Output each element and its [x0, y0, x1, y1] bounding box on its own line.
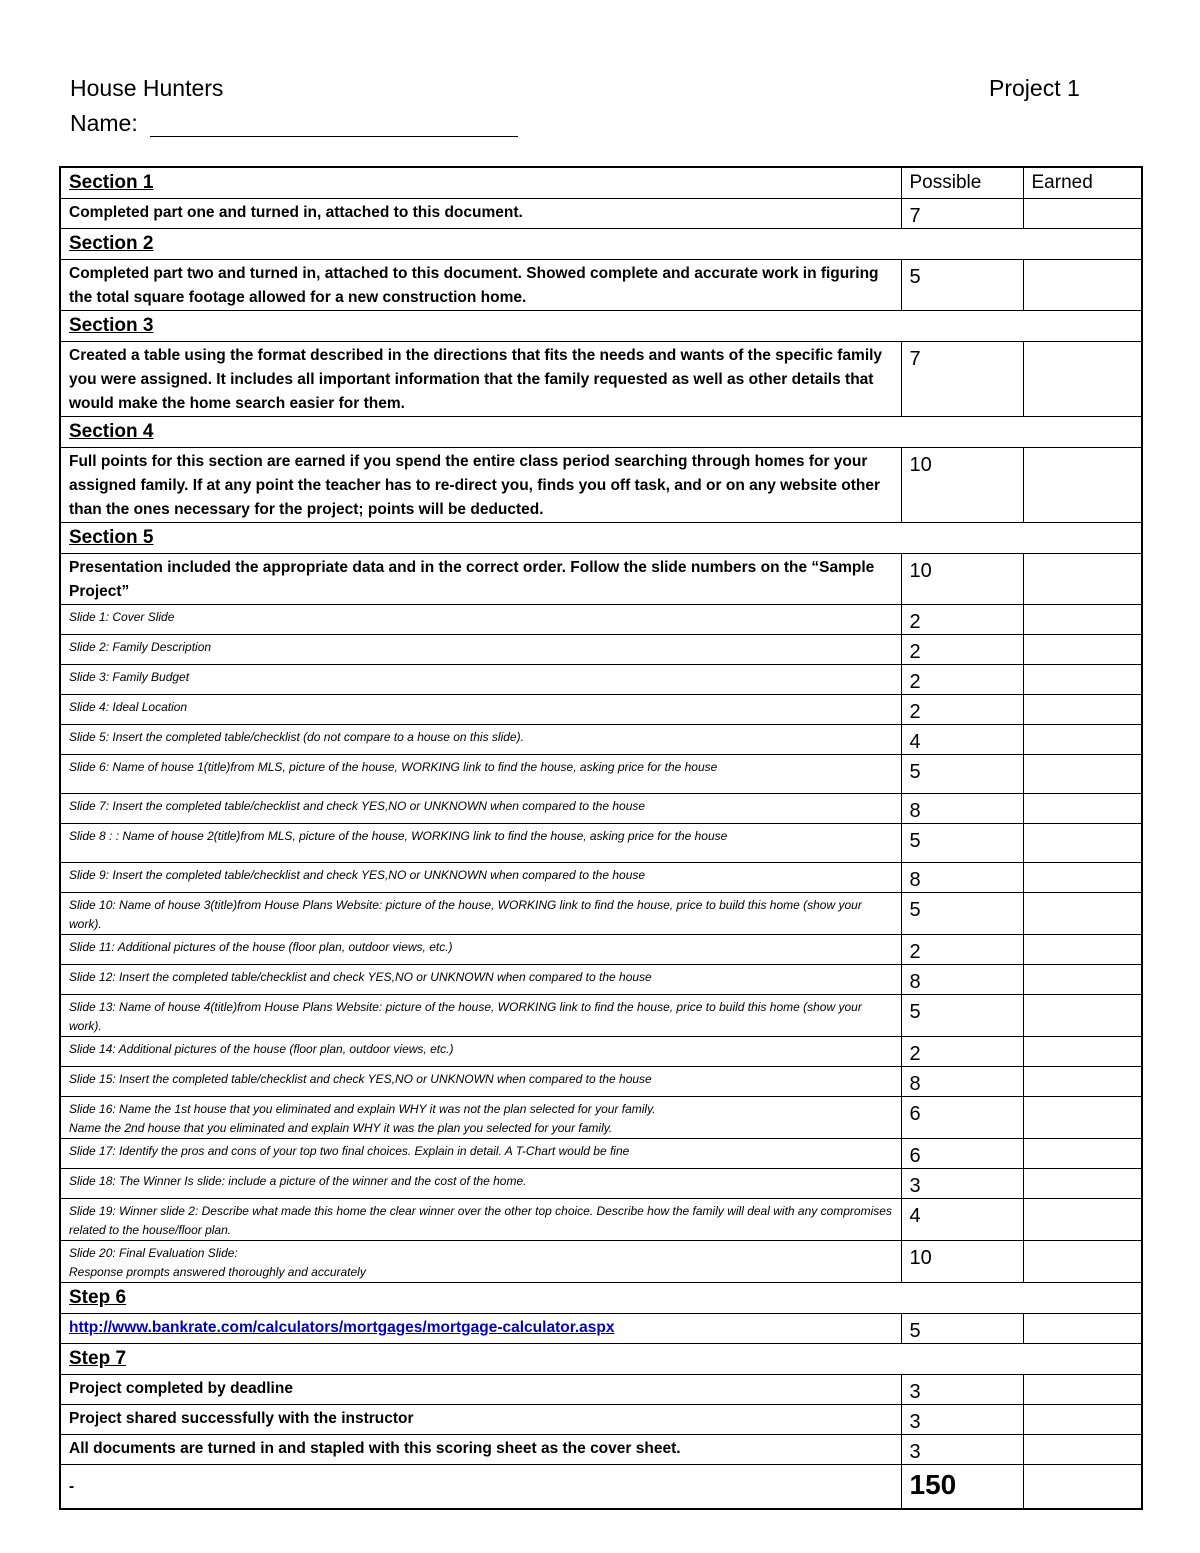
earned-cell[interactable]	[1023, 1241, 1142, 1283]
slide-criterion-cell	[60, 1067, 901, 1097]
slide-row	[60, 863, 1142, 893]
table-row	[60, 1375, 1142, 1405]
step-7-header-row	[60, 1344, 1142, 1375]
project-label: Project 1	[989, 75, 1080, 101]
section-3-heading: Section 3	[60, 311, 1142, 342]
possible-points: 6	[901, 1097, 1023, 1139]
possible-points: 5	[901, 995, 1023, 1037]
earned-cell[interactable]	[1023, 1435, 1142, 1465]
earned-cell[interactable]	[1023, 1199, 1142, 1241]
possible-points: 5	[901, 1314, 1023, 1344]
slide-criterion-cell	[60, 965, 901, 995]
slide-row	[60, 935, 1142, 965]
earned-cell[interactable]	[1023, 665, 1142, 695]
possible-points: 5	[901, 755, 1023, 794]
slide-criterion-text-2: Name the 2nd house that you eliminated and explain WHY it was the plan you selected for your family.	[69, 1121, 613, 1135]
slide-row	[60, 1037, 1142, 1067]
possible-points: 3	[901, 1435, 1023, 1465]
possible-points: 8	[901, 794, 1023, 824]
slide-row	[60, 1067, 1142, 1097]
slide-criterion-cell	[60, 665, 901, 695]
total-label: -	[60, 1465, 901, 1509]
slide-criterion-cell	[60, 635, 901, 665]
criterion-text: Created a table using the format described in the directions that fits the needs and wants of the specific family you were assigned. It includes all important information that the family requested as well as other details that would make the home search easier for them.	[60, 342, 901, 417]
slide-criterion-text: Slide 17: Identify the pros and cons of your top two final choices. Explain in detail. A T-Chart would be fine	[69, 1144, 630, 1158]
slide-criterion-text: Slide 7: Insert the completed table/checklist and check YES,NO or UNKNOWN when compared to the house	[69, 799, 646, 813]
possible-column-header: Possible	[901, 167, 1023, 199]
slide-row	[60, 695, 1142, 725]
slide-row	[60, 665, 1142, 695]
section-2-header-row	[60, 229, 1142, 260]
earned-cell[interactable]	[1023, 1139, 1142, 1169]
slide-criterion-text: Slide 11: Additional pictures of the house (floor plan, outdoor views, etc.)	[69, 940, 453, 954]
table-row	[60, 1314, 1142, 1344]
earned-cell[interactable]	[1023, 1169, 1142, 1199]
earned-cell[interactable]	[1023, 260, 1142, 311]
slide-row	[60, 965, 1142, 995]
possible-points: 10	[901, 554, 1023, 605]
earned-cell[interactable]	[1023, 1375, 1142, 1405]
slide-criterion-cell	[60, 893, 901, 935]
criterion-text: Project shared successfully with the instructor	[60, 1405, 901, 1435]
table-row	[60, 260, 1142, 311]
possible-points: 2	[901, 665, 1023, 695]
earned-cell[interactable]	[1023, 605, 1142, 635]
table-row	[60, 448, 1142, 523]
possible-points: 10	[901, 448, 1023, 523]
slide-criterion-text: Slide 18: The Winner Is slide: include a picture of the winner and the cost of the home.	[69, 1174, 527, 1188]
criterion-text: Completed part two and turned in, attached to this document. Showed complete and accurate work in figuring the total square footage allowed for a new construction home.	[60, 260, 901, 311]
earned-cell[interactable]	[1023, 995, 1142, 1037]
earned-cell[interactable]	[1023, 755, 1142, 794]
slide-criterion-text: Slide 1: Cover Slide	[69, 610, 175, 624]
slide-criterion-text: Slide 9: Insert the completed table/checklist and check YES,NO or UNKNOWN when compared to the house	[69, 868, 646, 882]
total-possible-points: 150	[901, 1465, 1023, 1509]
total-row	[60, 1465, 1142, 1509]
earned-cell[interactable]	[1023, 863, 1142, 893]
slide-criterion-text: Slide 19: Winner slide 2: Describe what made this home the clear winner over the other top choice. Describe how the family will deal with any compromises related to the house/floor plan.	[69, 1204, 892, 1237]
possible-points: 5	[901, 893, 1023, 935]
slide-criterion-cell	[60, 755, 901, 794]
slide-row	[60, 824, 1142, 863]
slide-criterion-cell	[60, 725, 901, 755]
section-4-heading: Section 4	[60, 417, 1142, 448]
scoring-table	[59, 166, 1143, 1510]
possible-points: 2	[901, 635, 1023, 665]
slide-row	[60, 794, 1142, 824]
earned-cell[interactable]	[1023, 1405, 1142, 1435]
earned-cell[interactable]	[1023, 1097, 1142, 1139]
slide-criterion-cell	[60, 1097, 901, 1139]
earned-cell[interactable]	[1023, 635, 1142, 665]
slide-criterion-text: Slide 5: Insert the completed table/checklist (do not compare to a house on this slide).	[69, 730, 524, 744]
criterion-text: Project completed by deadline	[60, 1375, 901, 1405]
slide-criterion-text: Slide 15: Insert the completed table/checklist and check YES,NO or UNKNOWN when compared to the house	[69, 1072, 652, 1086]
possible-points: 4	[901, 725, 1023, 755]
slide-criterion-text: Slide 3: Family Budget	[69, 670, 190, 684]
possible-points: 7	[901, 342, 1023, 417]
slide-row	[60, 1241, 1142, 1283]
slide-criterion-text: Slide 14: Additional pictures of the house (floor plan, outdoor views, etc.)	[69, 1042, 454, 1056]
slide-criterion-cell	[60, 935, 901, 965]
earned-cell[interactable]	[1023, 824, 1142, 863]
possible-points: 7	[901, 199, 1023, 229]
possible-points: 2	[901, 1037, 1023, 1067]
step-7-heading: Step 7	[60, 1344, 1142, 1375]
slide-criterion-cell	[60, 863, 901, 893]
slide-criterion-cell	[60, 1199, 901, 1241]
possible-points: 8	[901, 965, 1023, 995]
table-row	[60, 1405, 1142, 1435]
slide-row	[60, 1097, 1142, 1139]
slide-criterion-text: Slide 8 : : Name of house 2(title)from MLS, picture of the house, WORKING link to find the house, asking price for the house	[69, 829, 728, 843]
name-row	[70, 110, 518, 137]
possible-points: 5	[901, 260, 1023, 311]
slide-criterion-text: Slide 12: Insert the completed table/checklist and check YES,NO or UNKNOWN when compared to the house	[69, 970, 652, 984]
document-title: House Hunters	[70, 75, 224, 101]
earned-cell[interactable]	[1023, 893, 1142, 935]
section-3-header-row	[60, 311, 1142, 342]
slide-row	[60, 725, 1142, 755]
earned-cell[interactable]	[1023, 695, 1142, 725]
earned-cell[interactable]	[1023, 554, 1142, 605]
slide-row	[60, 605, 1142, 635]
possible-points: 4	[901, 1199, 1023, 1241]
slide-row	[60, 635, 1142, 665]
total-earned-cell[interactable]	[1023, 1465, 1142, 1509]
possible-points: 8	[901, 1067, 1023, 1097]
slide-row	[60, 995, 1142, 1037]
possible-points: 3	[901, 1405, 1023, 1435]
slide-row	[60, 1199, 1142, 1241]
section-5-heading: Section 5	[60, 523, 1142, 554]
slide-criterion-text-2: Response prompts answered thoroughly and accurately	[69, 1265, 366, 1279]
earned-cell[interactable]	[1023, 935, 1142, 965]
slide-criterion-cell	[60, 1241, 901, 1283]
possible-points: 3	[901, 1375, 1023, 1405]
criterion-text: Completed part one and turned in, attached to this document.	[60, 199, 901, 229]
earned-cell[interactable]	[1023, 1314, 1142, 1344]
slide-criterion-cell	[60, 1037, 901, 1067]
section-5-header-row	[60, 523, 1142, 554]
criterion-text: Full points for this section are earned if you spend the entire class period searching through homes for your assigned family. If at any point the teacher has to re-direct you, finds you off task, and or on any website other than the ones necessary for the project; points will be deducted.	[60, 448, 901, 523]
possible-points: 2	[901, 695, 1023, 725]
step-6-header-row	[60, 1283, 1142, 1314]
slide-criterion-text: Slide 13: Name of house 4(title)from House Plans Website: picture of the house, WORKING link to find the house, price to build this home (show your work).	[69, 1000, 862, 1033]
possible-points: 6	[901, 1139, 1023, 1169]
slide-criterion-cell	[60, 995, 901, 1037]
slide-criterion-cell	[60, 1169, 901, 1199]
slide-row	[60, 893, 1142, 935]
slide-row	[60, 1139, 1142, 1169]
earned-cell[interactable]	[1023, 448, 1142, 523]
name-label: Name:	[70, 110, 138, 136]
criterion-text: All documents are turned in and stapled with this scoring sheet as the cover sheet.	[60, 1435, 901, 1465]
step-6-heading: Step 6	[60, 1283, 1142, 1314]
section-1-heading: Section 1	[60, 167, 901, 199]
slide-criterion-text: Slide 20: Final Evaluation Slide:	[69, 1246, 238, 1260]
slide-row	[60, 755, 1142, 794]
earned-cell[interactable]	[1023, 199, 1142, 229]
slide-criterion-cell	[60, 1139, 901, 1169]
earned-cell[interactable]	[1023, 725, 1142, 755]
slide-criterion-text: Slide 16: Name the 1st house that you eliminated and explain WHY it was not the plan selected for your family.	[69, 1102, 656, 1116]
criterion-cell	[60, 1314, 901, 1344]
earned-cell[interactable]	[1023, 342, 1142, 417]
table-row	[60, 554, 1142, 605]
section-4-header-row	[60, 417, 1142, 448]
earned-cell[interactable]	[1023, 1037, 1142, 1067]
section-2-heading: Section 2	[60, 229, 1142, 260]
criterion-text: Presentation included the appropriate data and in the correct order. Follow the slide numbers on the “Sample Project”	[60, 554, 901, 605]
slide-criterion-text: Slide 2: Family Description	[69, 640, 212, 654]
earned-cell[interactable]	[1023, 965, 1142, 995]
slide-criterion-text: Slide 10: Name of house 3(title)from House Plans Website: picture of the house, WORKING link to find the house, price to build this home (show your work).	[69, 898, 862, 931]
slide-criterion-cell	[60, 695, 901, 725]
earned-column-header: Earned	[1023, 167, 1142, 199]
slide-criterion-text: Slide 4: Ideal Location	[69, 700, 188, 714]
possible-points: 10	[901, 1241, 1023, 1283]
table-row	[60, 1435, 1142, 1465]
slide-criterion-cell	[60, 794, 901, 824]
earned-cell[interactable]	[1023, 794, 1142, 824]
slide-criterion-cell	[60, 824, 901, 863]
table-row	[60, 342, 1142, 417]
earned-cell[interactable]	[1023, 1067, 1142, 1097]
possible-points: 2	[901, 605, 1023, 635]
possible-points: 5	[901, 824, 1023, 863]
possible-points: 3	[901, 1169, 1023, 1199]
section-1-header-row	[60, 167, 1142, 199]
mortgage-calculator-link[interactable]: http://www.bankrate.com/calculators/mortgages/mortgage-calculator.aspx	[69, 1319, 615, 1336]
possible-points: 8	[901, 863, 1023, 893]
table-row	[60, 199, 1142, 229]
slide-row	[60, 1169, 1142, 1199]
possible-points: 2	[901, 935, 1023, 965]
slide-criterion-text: Slide 6: Name of house 1(title)from MLS, picture of the house, WORKING link to find the house, asking price for the house	[69, 760, 718, 774]
slide-criterion-cell	[60, 605, 901, 635]
name-blank-line[interactable]	[150, 114, 518, 137]
